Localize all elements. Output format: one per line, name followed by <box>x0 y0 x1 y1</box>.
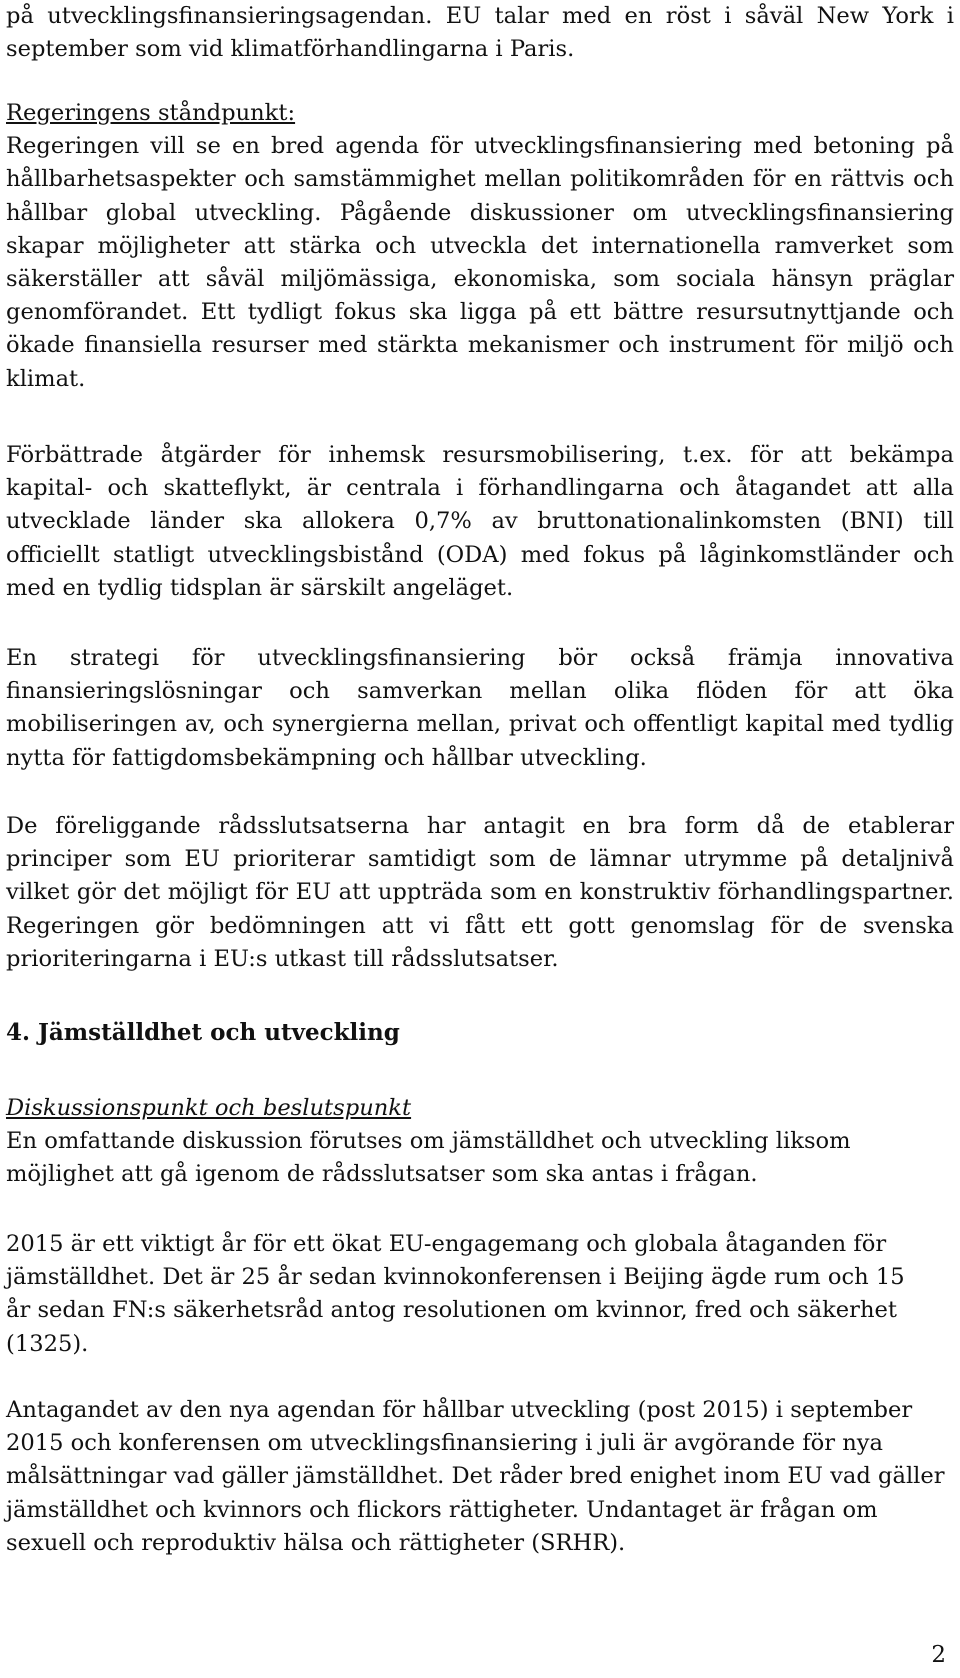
section-heading: 4. Jämställdhet och utveckling <box>6 1019 400 1046</box>
page-number: 2 <box>931 1642 946 1668</box>
section-subheading: Diskussionspunkt och beslutspunkt <box>6 1095 412 1121</box>
ar-2015-paragraph: 2015 är ett viktigt år för ett ökat EU-engagemang och globala åtaganden för jämställdhet. Det är 25 år sedan kvinnokonferensen i Beijing ägde rum och 15 år sedan FN:s säkerhetsråd antog resolutionen om kvinnor, fred och säkerhet (1325). <box>6 1231 905 1357</box>
diskussion-block <box>6 1092 906 1192</box>
resursmobilisering-paragraph: Förbättrade åtgärder för inhemsk resursmobilisering, t.ex. för att bekämpa kapital- och skatteflykt, är centrala i förhandlingarna och åtagandet att alla utvecklade länder ska allokera 0,7% av bruttonationalinkomsten (BNI) till officiellt statligt utvecklingsbistånd (ODA) med fokus på låginkomstländer och med en tydlig tidsplan är särskilt angeläget. <box>6 442 954 601</box>
intro-paragraph: på utvecklingsfinansieringsagendan. EU talar med en röst i såväl New York i september som vid klimatförhandlingarna i Paris. <box>6 3 954 63</box>
radsslutsatser-paragraph: De föreliggande rådsslutsatserna har antagit en bra form då de etablerar principer som EU prioriterar samtidigt som de lämnar utrymme på detaljnivå vilket gör det möjligt för EU att uppträda som en konstruktiv förhandlingspartner. Regeringen gör bedömningen att vi fått ett gott genomslag för de svenska prioriteringarna i EU:s utkast till rådsslutsatser. <box>6 813 954 972</box>
diskussion-paragraph: En omfattande diskussion förutses om jämställdhet och utveckling liksom möjlighet att gå igenom de rådsslutsatser som ska antas i frågan. <box>6 1128 851 1188</box>
agenda-paragraph: Antagandet av den nya agendan för hållbar utveckling (post 2015) i september 2015 och konferensen om utvecklingsfinansiering i juli är avgörande för nya målsättningar vad gäller jämställdhet. Det råder bred enighet inom EU vad gäller jämställdhet och kvinnors och flickors rättigheter. Undantaget är frågan om sexuell och reproduktiv hälsa och rättigheter (SRHR). <box>6 1397 945 1556</box>
standpunkt-label: Regeringens ståndpunkt: <box>6 100 296 126</box>
strategi-paragraph: En strategi för utvecklingsfinansiering bör också främja innovativa finansieringslösningar och samverkan mellan olika flöden för att öka mobiliseringen av, och synergierna mellan, privat och offentligt kapital med tydlig nytta för fattigdomsbekämpning och hållbar utveckling. <box>6 645 954 771</box>
standpunkt-block <box>6 97 954 396</box>
standpunkt-paragraph: Regeringen vill se en bred agenda för utvecklingsfinansiering med betoning på hållbarhetsaspekter och samstämmighet mellan politikområden för en rättvis och hållbar global utveckling. Pågående diskussioner om utvecklingsfinansiering skapar möjligheter att stärka och utveckla det internationella ramverket som säkerställer att såväl miljömässiga, ekonomiska, som sociala hänsyn präglar genomförandet. Ett tydligt fokus ska ligga på ett bättre resursutnyttjande och ökade finansiella resurser med stärkta mekanismer och instrument för miljö och klimat. <box>6 133 954 392</box>
